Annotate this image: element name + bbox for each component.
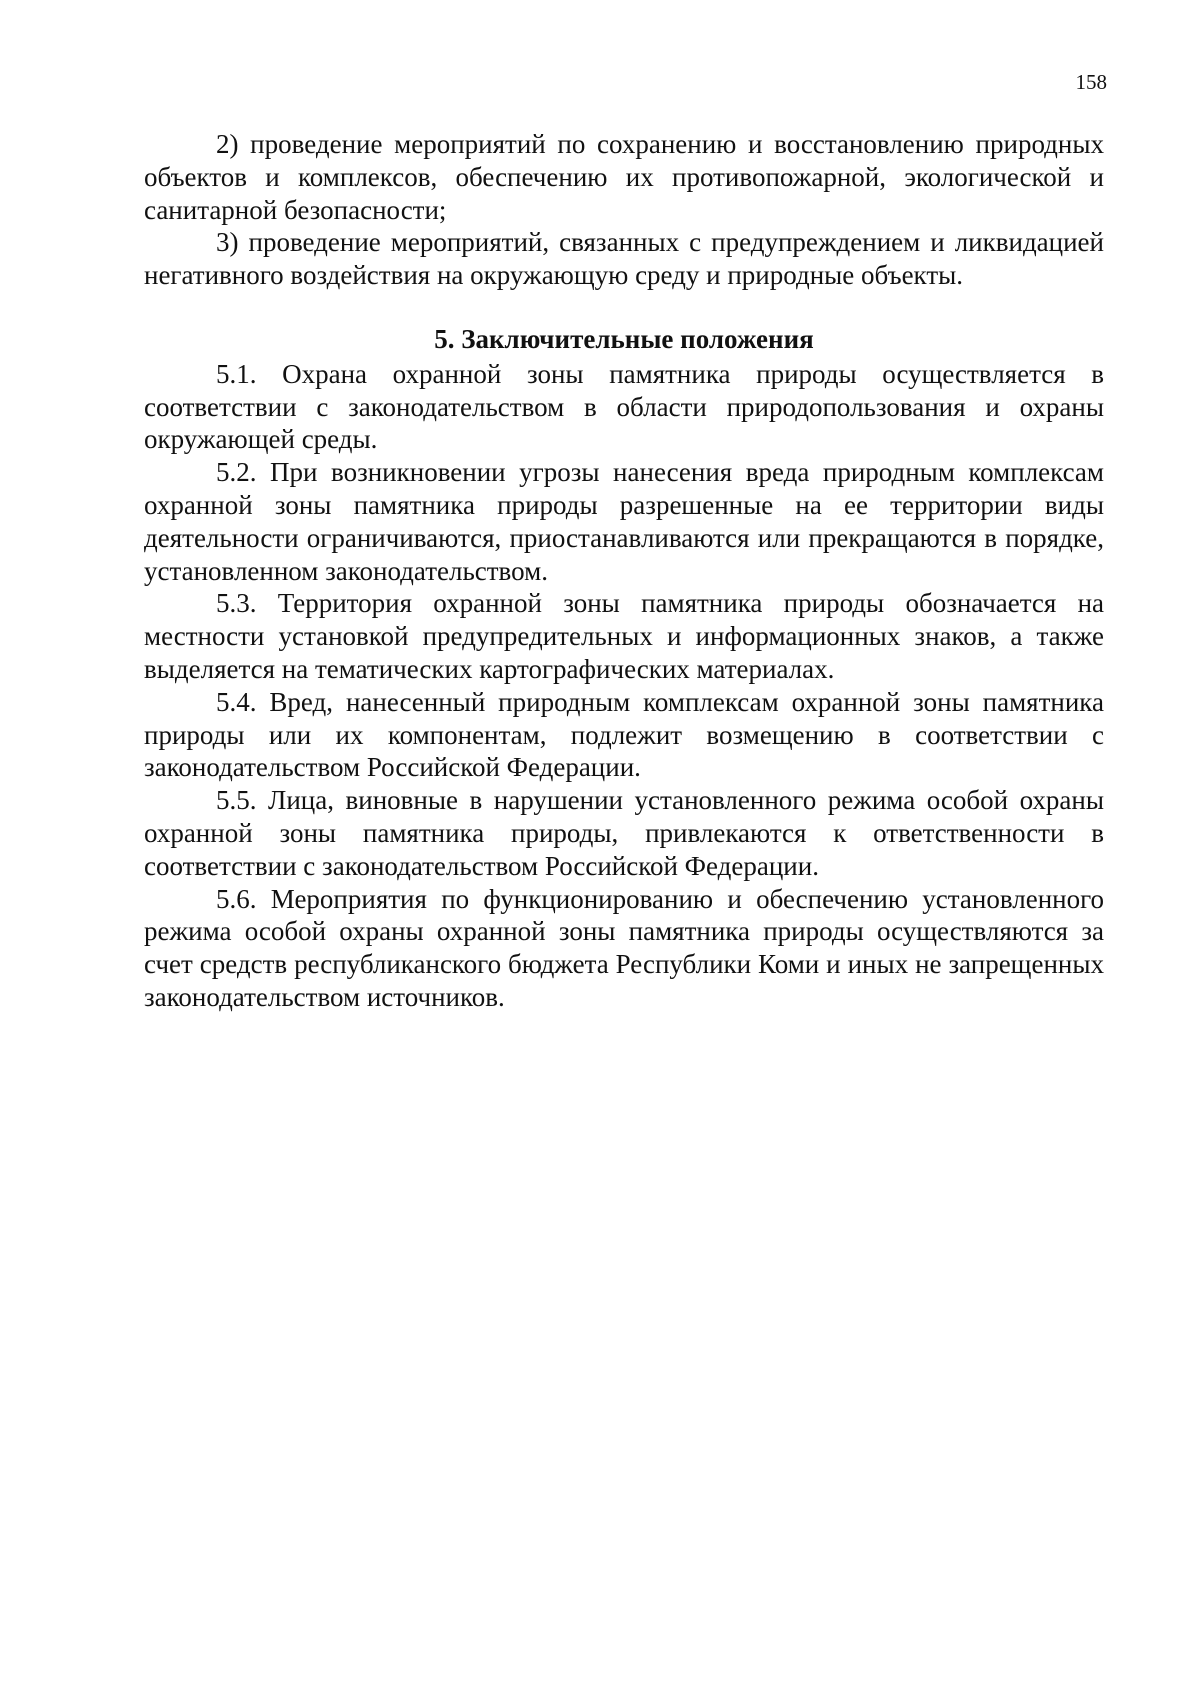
clause-5-2: 5.2. При возникновении угрозы нанесения вреда природным комплексам охранной зоны памятника природы разрешенные на ее территории виды деятельности ограничиваются, приостанавливаются или прекращаются в порядке, установленном законодательством. <box>144 457 1104 586</box>
clause-5-4: 5.4. Вред, нанесенный природным комплексам охранной зоны памятника природы или их компонентам, подлежит возмещению в соответствии с законодательством Российской Федерации. <box>144 686 1104 783</box>
clause-5-6: 5.6. Мероприятия по функционированию и обеспечению установленного режима особой охраны охранной зоны памятника природы осуществляются за счет средств республиканского бюджета Республики Коми и иных не запрещенных законодательством источников. <box>144 883 1104 1012</box>
clause-5-3: 5.3. Территория охранной зоны памятника природы обозначается на местности установкой предупредительных и информационных знаков, а также выделяется на тематических картографических материалах. <box>144 588 1104 684</box>
clause-5-1: 5.1. Охрана охранной зоны памятника природы осуществляется в соответствии с законодательством в области природопользования и охраны окружающей среды. <box>144 358 1104 455</box>
page-number: 158 <box>1075 70 1107 94</box>
clause-5-5: 5.5. Лица, виновные в нарушении установленного режима особой охраны охранной зоны памятника природы, привлекаются к ответственности в соответствии с законодательством Российской Федерации. <box>144 785 1104 881</box>
document-body <box>144 128 1104 1014</box>
list-item-2: 2) проведение мероприятий по сохранению и восстановлению природных объектов и комплексов, обеспечению их противопожарной, экологической и санитарной безопасности; <box>144 129 1104 225</box>
list-item-3: 3) проведение мероприятий, связанных с предупреждением и ликвидацией негативного воздействия на окружающую среду и природные объекты. <box>144 227 1104 291</box>
section-heading: 5. Заключительные положения <box>434 323 814 354</box>
